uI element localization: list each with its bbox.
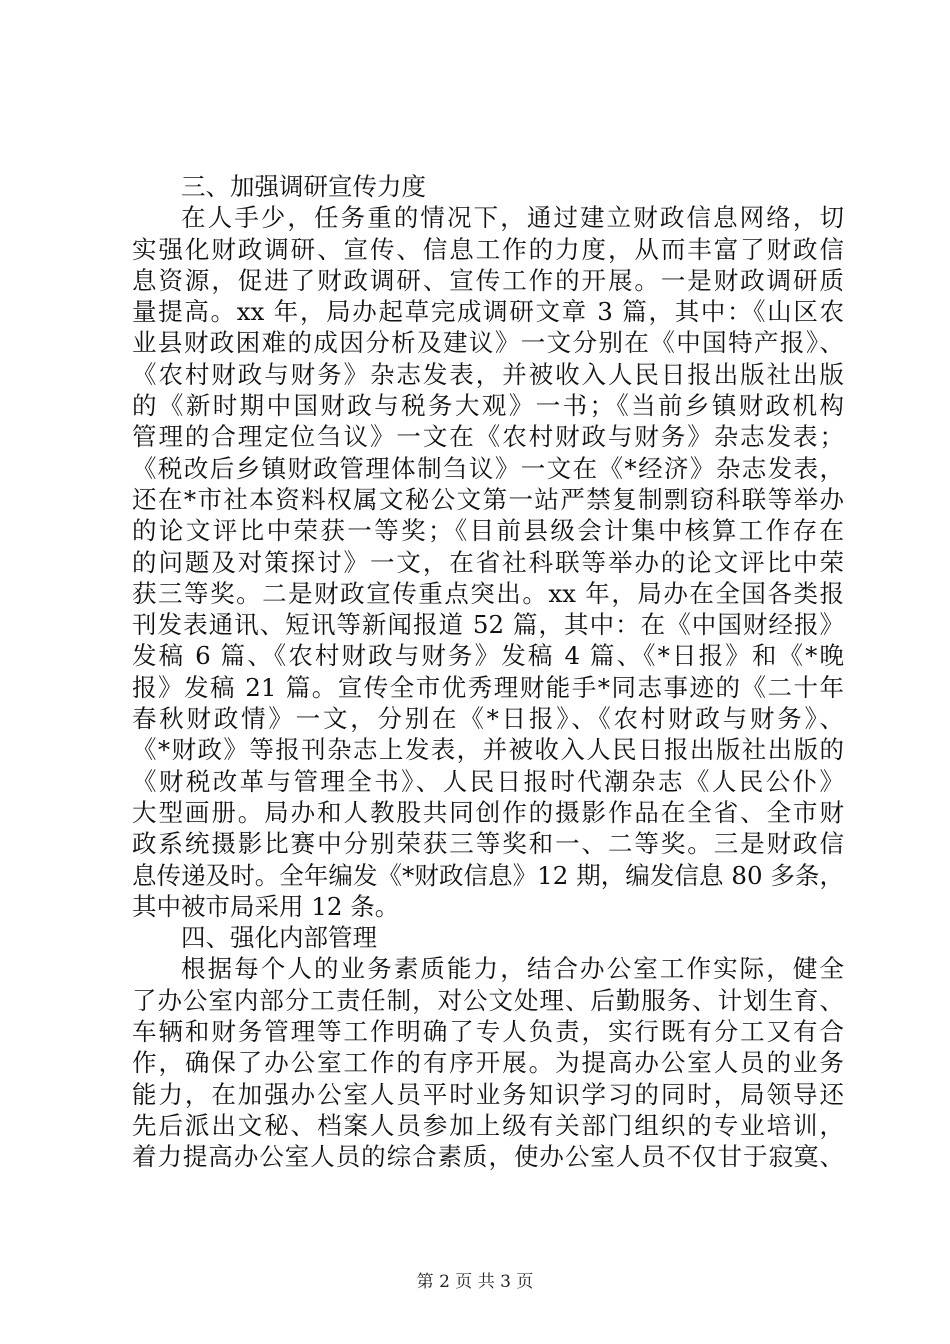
text-line: 在人手少，任务重的情况下，通过建立财政信息网络，切 [181,203,844,233]
text-line: 发稿 6 篇、《农村财政与财务》发稿 4 篇、《*日报》和《*晚 [132,641,844,671]
text-line: 着力提高办公室人员的综合素质，使办公室人员不仅甘于寂寞、 [132,1142,844,1172]
text-line: 的论文评比中荣获一等奖；《目前县级会计集中核算工作存在 [132,516,844,546]
text-line: 根据每个人的业务素质能力，结合办公室工作实际，健全 [181,954,844,984]
text-line: 实强化财政调研、宣传、信息工作的力度，从而丰富了财政信 [132,234,844,264]
text-line: 息资源，促进了财政调研、宣传工作的开展。一是财政调研质 [132,265,844,295]
text-line: 其中被市局采用 12 条。 [132,891,400,921]
text-line: 获三等奖。二是财政宣传重点突出。xx 年，局办在全国各类报 [132,578,844,608]
text-line: 《农村财政与财务》杂志发表，并被收入人民日报出版社出版 [132,359,844,389]
text-line: 《财税改革与管理全书》、人民日报时代潮杂志《人民公仆》 [132,766,844,796]
text-line: 报》发稿 21 篇。宣传全市优秀理财能手*同志事迹的《二十年 [132,672,844,702]
text-line: 春秋财政情》一文，分别在《*日报》、《农村财政与财务》、 [132,704,844,734]
page-footer: 第 2 页 共 3 页 [416,1272,534,1292]
text-line: 还在*市社本资料权属文秘公文第一站严禁复制剽窃科联等举办 [132,484,844,514]
text-line: 大型画册。局办和人教股共同创作的摄影作品在全省、全市财 [132,797,844,827]
text-line: 能力，在加强办公室人员平时业务知识学习的同时，局领导还 [132,1079,844,1109]
document-body [132,171,844,1173]
text-line: 车辆和财务管理等工作明确了专人负责，实行既有分工又有合 [132,1017,844,1047]
text-line: 作，确保了办公室工作的有序开展。为提高办公室人员的业务 [132,1048,844,1078]
text-line: 业县财政困难的成因分析及建议》一文分别在《中国特产报》、 [132,328,844,358]
text-line: 的问题及对策探讨》一文，在省社科联等举办的论文评比中荣 [132,547,844,577]
text-line: 三、加强调研宣传力度 [181,172,426,201]
text-line: 管理的合理定位刍议》一文在《农村财政与财务》杂志发表； [132,422,844,452]
text-line: 息传递及时。全年编发《*财政信息》12 期，编发信息 80 多条， [132,860,844,890]
text-line: 的《新时期中国财政与税务大观》一书；《当前乡镇财政机构 [132,391,844,421]
text-line: 刊发表通讯、短讯等新闻报道 52 篇，其中：在《中国财经报》 [132,610,844,640]
text-line: 量提高。xx 年，局办起草完成调研文章 3 篇，其中：《山区农 [132,297,844,327]
text-line: 四、强化内部管理 [181,923,377,953]
text-line: 了办公室内部分工责任制，对公文处理、后勤服务、计划生育、 [132,985,844,1015]
text-line: 《税改后乡镇财政管理体制刍议》一文在《*经济》杂志发表， [132,453,844,483]
text-line: 政系统摄影比赛中分别荣获三等奖和一、二等奖。三是财政信 [132,829,844,859]
text-line: 先后派出文秘、档案人员参加上级有关部门组织的专业培训， [132,1110,844,1140]
text-line: 《*财政》等报刊杂志上发表，并被收入人民日报出版社出版的 [132,735,844,765]
